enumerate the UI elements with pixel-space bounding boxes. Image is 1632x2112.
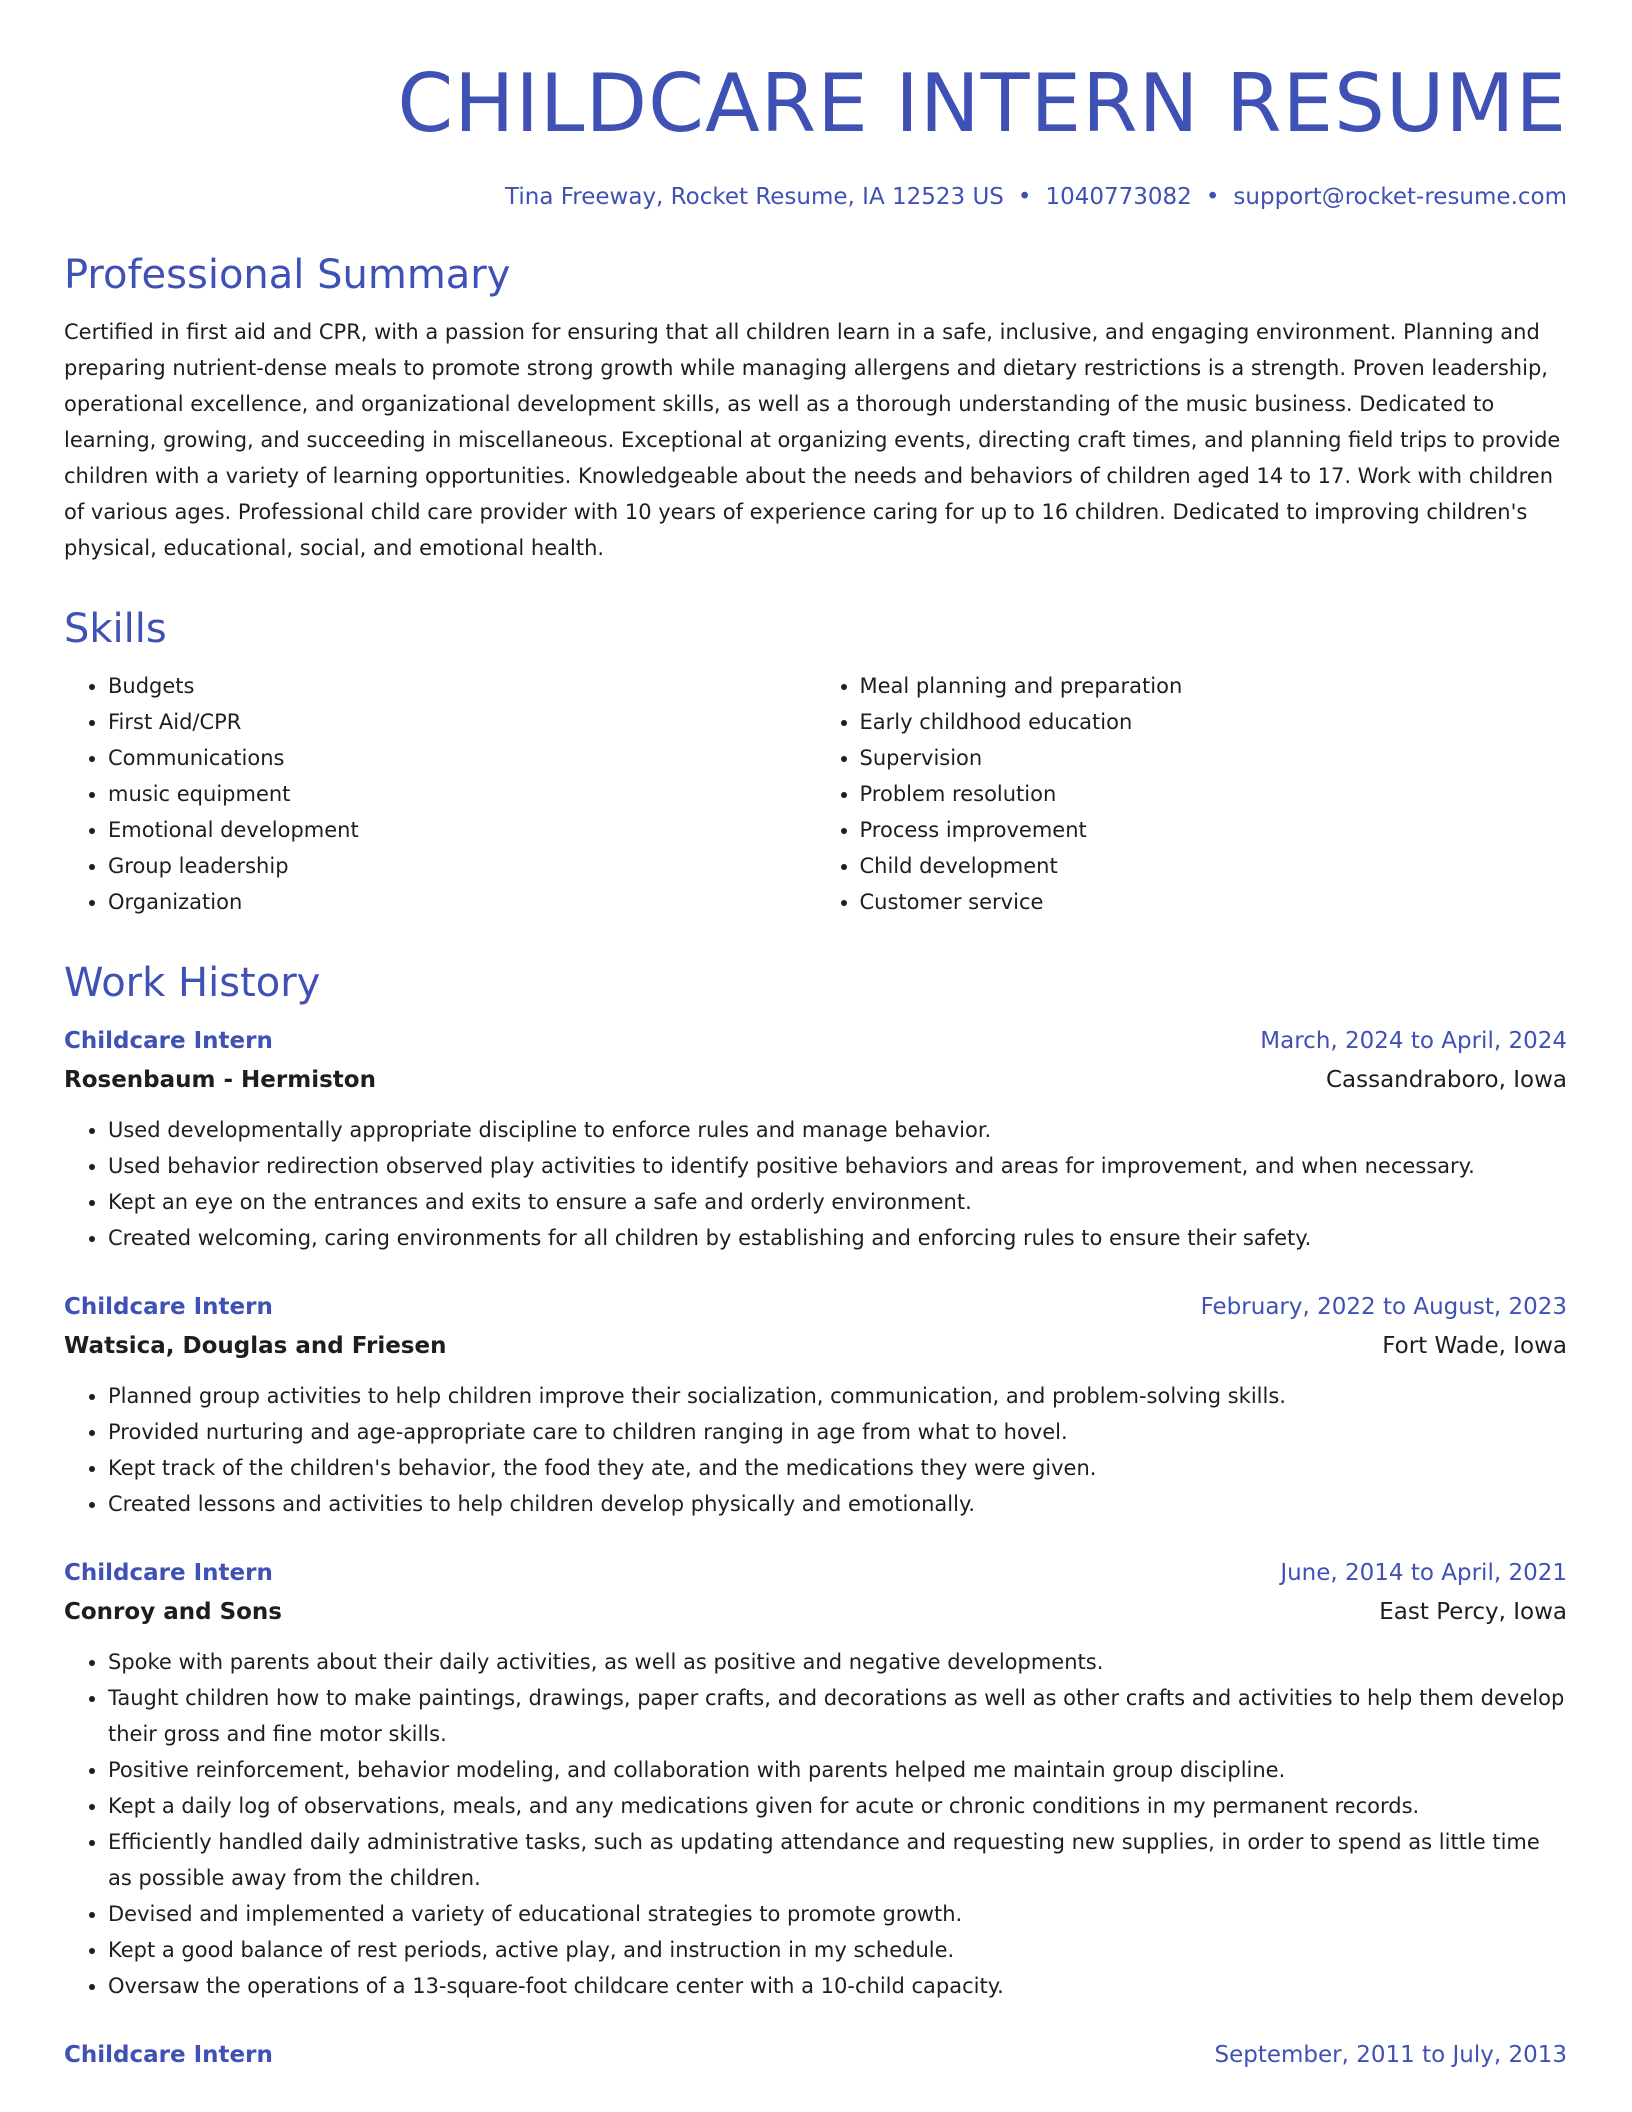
resume-header — [64, 56, 1567, 212]
job-duty: • Spoke with parents about their daily activities, as well as positive and negative developments. — [108, 1644, 1567, 1680]
summary-heading: Professional Summary — [64, 252, 511, 298]
job-duty: • Positive reinforcement, behavior modeling, and collaboration with parents helped me maintain group discipline. — [108, 1752, 1567, 1788]
skills-column-right — [816, 668, 1568, 920]
contact-line — [64, 182, 1567, 212]
job-company: Rosenbaum - Hermiston — [64, 1067, 376, 1093]
job-company: Conroy and Sons — [64, 1599, 282, 1625]
job-entry — [64, 1022, 1567, 1256]
job-company: Watsica, Douglas and Friesen — [64, 1333, 447, 1359]
contact-separator: • — [1017, 184, 1032, 210]
job-duty: • Devised and implemented a variety of educational strategies to promote growth. — [108, 1896, 1567, 1932]
job-dates: February, 2022 to August, 2023 — [1200, 1294, 1567, 1320]
job-location: Cassandraboro, Iowa — [1325, 1067, 1567, 1093]
job-duties — [64, 1644, 1567, 2004]
work-history-heading: Work History — [64, 960, 321, 1006]
contact-phone: 1040773082 — [1045, 184, 1192, 210]
job-duty: • Created lessons and activities to help children develop physically and emotionally. — [108, 1486, 1567, 1522]
job-duty: • Kept a daily log of observations, meals, and any medications given for acute or chronic conditions in my permanent records. — [108, 1788, 1567, 1824]
skill-item: • Emotional development — [108, 812, 816, 848]
job-duty: • Used behavior redirection observed play activities to identify positive behaviors and areas for improvement, and when necessary. — [108, 1148, 1567, 1184]
job-dates: June, 2014 to April, 2021 — [1280, 1560, 1567, 1586]
job-duty: • Planned group activities to help children improve their socialization, communication, and problem-solving skills. — [108, 1378, 1567, 1414]
skill-item: • Problem resolution — [860, 776, 1568, 812]
job-duties — [64, 1112, 1567, 1256]
job-title: Childcare Intern — [64, 1028, 273, 1054]
job-entry — [64, 2036, 1567, 2074]
job-entry — [64, 1288, 1567, 1522]
job-duty: • Taught children how to make paintings, drawings, paper crafts, and decorations as well as other crafts and activities to help them develop their gross and fine motor skills. — [108, 1680, 1567, 1752]
job-location: East Percy, Iowa — [1379, 1599, 1567, 1625]
skill-item: • Process improvement — [860, 812, 1568, 848]
skill-item: • Customer service — [860, 884, 1568, 920]
page-title: CHILDCARE INTERN RESUME — [397, 57, 1567, 150]
skill-item: • Budgets — [108, 668, 816, 704]
job-duty: • Efficiently handled daily administrative tasks, such as updating attendance and requesting new supplies, in order to spend as little time as possible away from the children. — [108, 1824, 1567, 1896]
job-duties — [64, 1378, 1567, 1522]
job-dates: March, 2024 to April, 2024 — [1260, 1028, 1567, 1054]
job-location: Fort Wade, Iowa — [1382, 1333, 1567, 1359]
job-duty: • Created welcoming, caring environments for all children by establishing and enforcing rules to ensure their safety. — [108, 1220, 1567, 1256]
job-duty: • Provided nurturing and age-appropriate care to children ranging in age from what to hovel. — [108, 1414, 1567, 1450]
job-entry — [64, 1554, 1567, 2004]
job-dates: September, 2011 to July, 2013 — [1214, 2042, 1567, 2068]
skill-item: • Early childhood education — [860, 704, 1568, 740]
job-title: Childcare Intern — [64, 2042, 273, 2068]
skill-item: • Group leadership — [108, 848, 816, 884]
job-duty: • Kept an eye on the entrances and exits to ensure a safe and orderly environment. — [108, 1184, 1567, 1220]
skill-item: • Organization — [108, 884, 816, 920]
job-duty: • Oversaw the operations of a 13-square-foot childcare center with a 10-child capacity. — [108, 1968, 1567, 2004]
job-duty: • Kept track of the children's behavior, the food they ate, and the medications they were given. — [108, 1450, 1567, 1486]
skills-list — [64, 668, 1567, 920]
contact-separator: • — [1205, 184, 1220, 210]
skill-item: • Child development — [860, 848, 1568, 884]
skill-item: • music equipment — [108, 776, 816, 812]
job-title: Childcare Intern — [64, 1560, 273, 1586]
skill-item: • First Aid/CPR — [108, 704, 816, 740]
job-duty: • Kept a good balance of rest periods, active play, and instruction in my schedule. — [108, 1932, 1567, 1968]
skills-heading: Skills — [64, 606, 167, 652]
job-title: Childcare Intern — [64, 1294, 273, 1320]
skills-column-left — [64, 668, 816, 920]
contact-email[interactable]: support@rocket-resume.com — [1233, 184, 1567, 210]
job-duty: • Used developmentally appropriate discipline to enforce rules and manage behavior. — [108, 1112, 1567, 1148]
skill-item: • Communications — [108, 740, 816, 776]
contact-address: Tina Freeway, Rocket Resume, IA 12523 US — [505, 184, 1004, 210]
skill-item: • Meal planning and preparation — [860, 668, 1568, 704]
summary-text: Certified in first aid and CPR, with a passion for ensuring that all children learn in a safe, inclusive, and engaging environment. Planning and preparing nutrient-dense meals to promote strong growth while managing allergens and dietary restrictions is a strength. Proven leadership, operational excellence, and organizational development skills, as well as a thorough understanding of the music business. Dedicated to learning, growing, and succeeding in miscellaneous. Exceptional at organizing events, directing craft times, and planning field trips to provide children with a variety of learning opportunities. Knowledgeable about the needs and behaviors of children aged 14 to 17. Work with children of various ages. Professional child care provider with 10 years of experience caring for up to 16 children. Dedicated to improving children's physical, educational, social, and emotional health. — [64, 320, 1561, 560]
skill-item: • Supervision — [860, 740, 1568, 776]
